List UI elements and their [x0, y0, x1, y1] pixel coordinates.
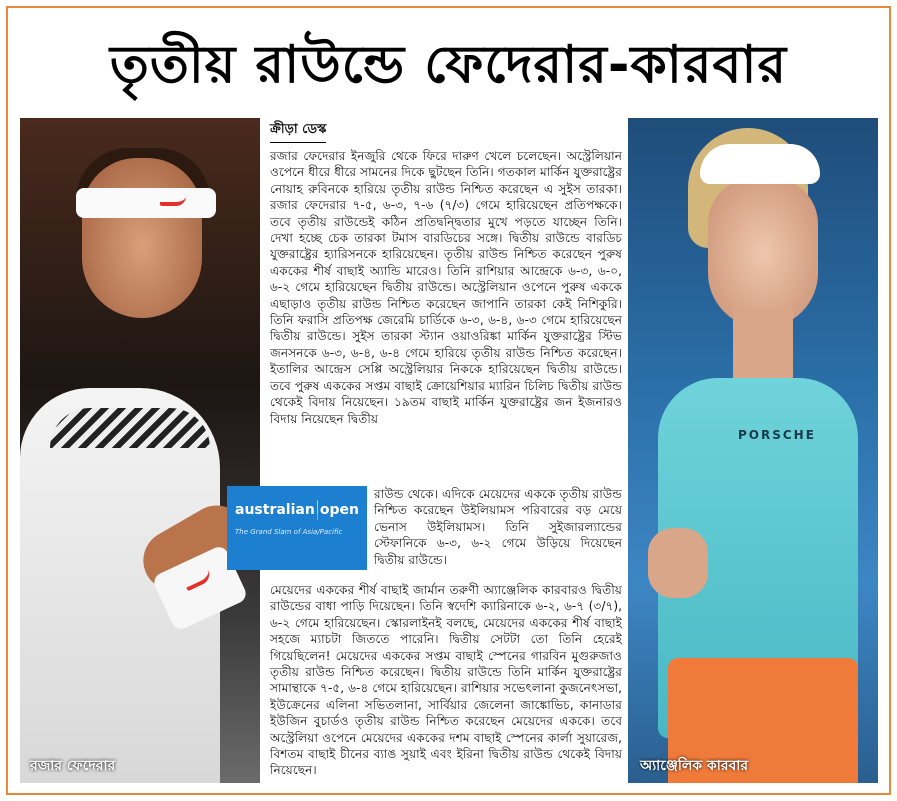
article-body-part-2 — [374, 486, 622, 568]
player-neck — [733, 308, 793, 388]
federer-photo — [20, 118, 260, 783]
logo-text-australian: australian — [235, 502, 315, 518]
visor — [700, 144, 820, 184]
logo-text-open: open — [319, 502, 359, 518]
caption-kerber: অ্যাঞ্জেলিক কারবার — [640, 758, 749, 774]
article-paragraph: মেয়েদের এককের শীর্ষ বাছাই জার্মান তরুণী অ্যাঞ্জেলিক কারবারও দ্বিতীয় রাউন্ডের বাধা পাড়ি দিয়েছেন। তিনি স্বদেশি ক্যারিনাকে ৬-২, ৬-৭ (৩/৭), ৬-২ গেমে হারিয়েছেন। স্কোরলাইনই বলছে, মেয়েদের এককের শীর্ষ বাছাই সহজে ম্যাচটা জিততে পারেনি। দ্বিতীয় সেটটা তো তিনি হেরেই গিয়েছিলেন! মেয়েদের এককের সপ্তম বাছাই স্পেনের গারবিন মুগুরুজাও তৃতীয় রাউন্ড নিশ্চিত করেছেন। দ্বিতীয় রাউন্ডে তিনি মার্কিন যুক্তরাষ্ট্রের সামান্থাকে ৭-৫, ৬-৪ গেমে হারিয়েছেন। রাশিয়ার সভেৎলানা কুজনেৎসভা, ইউক্রেনের এলিনা সভিতলানা, সার্বিয়ার জেলেনা জাঙ্কোভিচ, কানাডার ইউজিন বুচার্ডও তৃতীয় রাউন্ড নিশ্চিত করেছেন মেয়েদের এককে। তবে অস্ট্রেলিয়া ওপেনে মেয়েদের এককের দশম বাছাই স্পেনের কার্লা সুয়ারেজ, বিশতম বাছাই চীনের ব্যাঙ সুয়াই এবং ইরিনা দ্বিতীয় রাউন্ড থেকেই বিদায় নিয়েছেন। — [270, 583, 622, 778]
sponsor-logo: PORSCHE — [738, 428, 816, 442]
shirt-collar — [50, 408, 210, 448]
article-body-part-3 — [270, 582, 622, 779]
player-fist — [648, 528, 708, 598]
logo-tagline: The Grand Slam of Asia/Pacific — [235, 528, 343, 536]
caption-federer: রজার ফেদেরার — [30, 758, 116, 774]
article-body-part-1 — [270, 148, 622, 427]
australian-open-logo — [227, 486, 367, 570]
logo-wordmark — [235, 500, 359, 520]
kerber-photo — [628, 118, 878, 783]
player-face — [82, 158, 202, 318]
article-paragraph: রজার ফেদেরার ইনজুরি থেকে ফিরে দারুণ খেলে চলেছেন। অস্ট্রেলিয়ান ওপেনে ধীরে ধীরে সামনের দিকে ছুটছেন তিনি। গতকাল মার্কিন যুক্তরাষ্ট্রের নোয়াহ রুবিনকে হারিয়ে তৃতীয় রাউন্ড নিশ্চিত করেছেন এ সুইস তারকা। রজার ফেদেরার ৭-৫, ৬-৩, ৭-৬ (৭/৩) গেমে হারিয়েছেন প্রতিপক্ষকে। তবে তৃতীয় রাউন্ডেই কঠিন প্রতিদ্বন্দ্বিতার মুখে পড়তে যাচ্ছেন তিনি। দেখা হচ্ছে চেক তারকা টমাস বারডিচের সঙ্গে। দ্বিতীয় রাউন্ডে বারডিচ যুক্তরাষ্ট্রের হ্যারিসনকে হারিয়েছেন। তৃতীয় রাউন্ড নিশ্চিত করেছেন পুরুষ এককের শীর্ষ বাছাই অ্যান্ডি মারেও। তিনি রাশিয়ার আন্দ্রেকে ৬-৩, ৬-০, ৬-২ গেমে হারিয়েছেন দ্বিতীয় রাউন্ডে। অস্ট্রেলিয়ান ওপেনে পুরুষ এককে এছাড়াও তৃতীয় রাউন্ড নিশ্চিত করেছেন জাপানি তারকা কেই নিশিকুরি। তিনি ফরাসি প্রতিপক্ষ জেরেমি চার্ডিকে ৬-৩, ৬-৪, ৬-৩ গেমে হারিয়েছেন দ্বিতীয় রাউন্ডে। সুইস তারকা স্ট্যান ওয়াওরিঙ্কা মার্কিন যুক্তরাষ্ট্রের স্টিভ জনসনকে ৬-৩, ৬-৪, ৬-৪ গেমে হারিয়ে তৃতীয় রাউন্ড নিশ্চিত করেছেন। ইতালির আন্দ্রেস সেপ্পি অস্ট্রেলিয়ার নিককে হারিয়েছেন দ্বিতীয় রাউন্ডে। তবে পুরুষ এককের সপ্তম বাছাই ক্রোয়েশিয়ার ম্যারিন চিলিচ দ্বিতীয় রাউন্ড থেকেই বিদায় নিয়েছেন। ১৯তম বাছাই মার্কিন যুক্তরাষ্ট্রের জন ইজনারও বিদায় নিয়েছেন দ্বিতীয় — [270, 149, 622, 426]
player-face — [708, 178, 818, 328]
headband — [76, 188, 216, 218]
desk-byline: ক্রীড়া ডেস্ক — [270, 120, 326, 143]
tennis-player-icon — [317, 500, 318, 520]
article-paragraph: রাউন্ড থেকে। এদিকে মেয়েদের এককে তৃতীয় রাউন্ড নিশ্চিত করেছেন উইলিয়ামস পরিবারের বড় মেয়ে ভেনাস উইলিয়ামস। তিনি সুইজারল্যান্ডের স্টেফানিকে ৬-৩, ৬-২ গেমে উড়িয়ে দিয়েছেন দ্বিতীয় রাউন্ডে। — [374, 487, 622, 567]
headline: তৃতীয় রাউন্ডে ফেদেরার-কারবার — [109, 34, 788, 95]
